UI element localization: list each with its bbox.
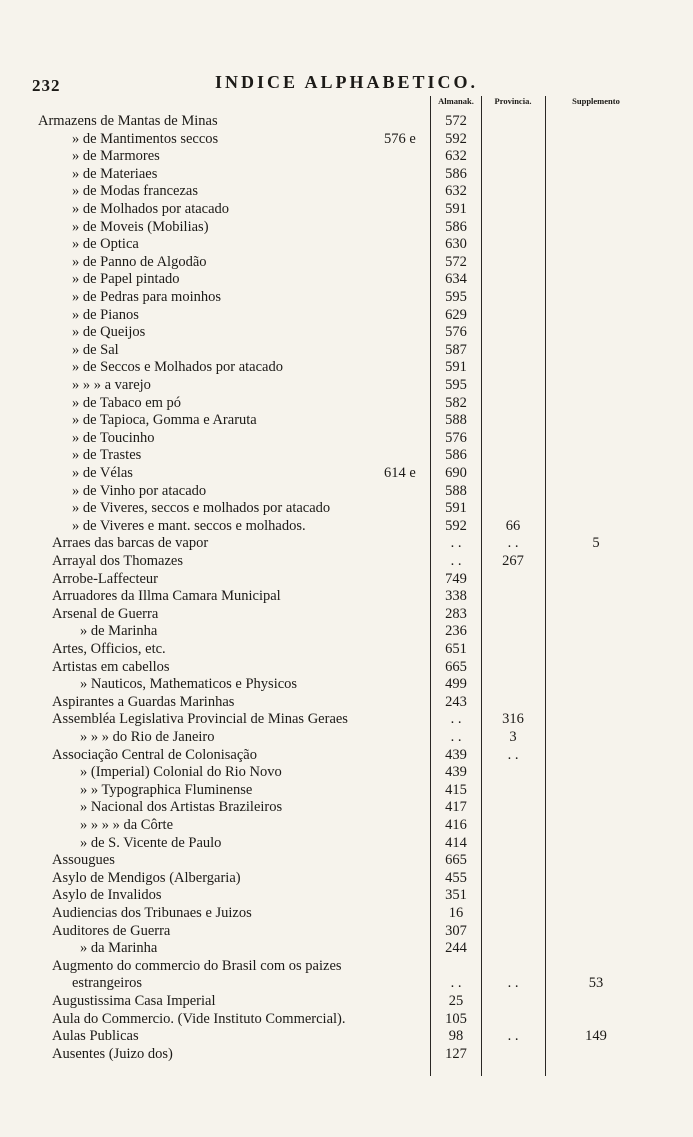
entry-label: » de Optica	[72, 236, 139, 253]
entry-almanak-page: 587	[445, 341, 467, 358]
index-row	[0, 376, 693, 394]
index-row	[0, 587, 693, 605]
index-row	[0, 130, 693, 148]
entry-almanak-page: 338	[445, 588, 467, 605]
entry-label: » de Tabaco em pó	[72, 394, 182, 411]
index-row	[0, 1010, 693, 1028]
entry-almanak-page: 749	[445, 570, 467, 587]
index-row	[0, 710, 693, 728]
index-row	[0, 552, 693, 570]
entry-label: » de Marinha	[80, 623, 158, 640]
entry-label: Aula do Commercio. (Vide Instituto Commercial).	[52, 1010, 346, 1027]
entry-almanak-page: 630	[445, 236, 467, 253]
entry-almanak-page: 415	[445, 781, 467, 798]
entry-label: Arruadores da Illma Camara Municipal	[52, 588, 281, 605]
entry-label: Arrayal dos Thomazes	[52, 553, 183, 569]
entry-label: » de Modas francezas	[72, 183, 199, 200]
entry-label: » de Materiaes	[72, 165, 158, 182]
entry-extra-page: 614 e	[384, 465, 416, 481]
index-row	[0, 499, 693, 517]
entry-almanak-page: 592	[445, 517, 467, 534]
index-row	[0, 675, 693, 693]
entry-almanak-page: 127	[445, 1045, 467, 1062]
entry-label: Aulas Publicas	[52, 1028, 139, 1045]
entry-almanak-page: 629	[445, 306, 467, 323]
entry-label: » de Moveis (Mobilias)	[72, 218, 209, 235]
entry-almanak-page: . .	[450, 535, 462, 552]
entry-label: » de Trastes	[72, 447, 142, 464]
index-row	[0, 464, 693, 482]
entry-almanak-page: 572	[445, 253, 467, 270]
entry-label: Augmento do commercio do Brasil com os paizes	[52, 957, 342, 974]
entry-label: » de Molhados por atacado	[72, 201, 230, 217]
entry-label: » de Queijos	[72, 324, 146, 341]
entry-label: Augustissima Casa Imperial	[52, 993, 216, 1009]
entry-label: Asylo de Mendigos (Albergaria)	[52, 869, 241, 886]
index-row	[0, 798, 693, 816]
entry-label: » de Panno de Algodão	[72, 253, 207, 270]
index-row	[0, 781, 693, 799]
entry-almanak-page: 588	[445, 412, 467, 429]
index-row	[0, 482, 693, 500]
entry-label: » » » a varejo	[72, 377, 151, 393]
column-header-provincia: Provincia.	[494, 96, 532, 106]
entry-label: » de Viveres e mant. seccos e molhados.	[72, 517, 306, 534]
entry-almanak-page: 634	[445, 271, 467, 288]
entry-almanak-page: 455	[445, 869, 467, 886]
entry-extra-page: 576 e	[384, 130, 416, 147]
entry-almanak-page: 632	[445, 148, 467, 165]
entry-label: Armazens de Mantas de Minas	[38, 113, 218, 129]
entry-label: » de Pedras para moinhos	[72, 289, 221, 305]
index-row	[0, 851, 693, 869]
entry-label: » de Viveres, seccos e molhados por atacado	[72, 500, 331, 517]
index-row	[0, 323, 693, 341]
entry-almanak-page: 307	[445, 922, 467, 939]
entry-supplemento-page: 5	[592, 535, 600, 552]
entry-almanak-page: 576	[445, 429, 467, 446]
entry-supplemento-page: 149	[585, 1028, 607, 1045]
index-row	[0, 182, 693, 200]
entry-label: » de Vinho por atacado	[72, 482, 207, 499]
entry-almanak-page: 632	[445, 183, 467, 200]
entry-label: Arraes das barcas de vapor	[52, 535, 209, 552]
index-row	[0, 570, 693, 588]
index-row	[0, 605, 693, 623]
entry-almanak-page: 243	[445, 693, 467, 710]
entry-provincia-page: . .	[507, 535, 519, 552]
index-row	[0, 834, 693, 852]
entry-almanak-page: 439	[445, 764, 467, 781]
entry-almanak-page: . .	[450, 729, 462, 745]
entry-label: Aspirantes a Guardas Marinhas	[52, 693, 235, 710]
entry-label: » Nacional dos Artistas Brazileiros	[80, 799, 283, 816]
index-row	[0, 622, 693, 640]
entry-almanak-page: 592	[445, 130, 467, 147]
entry-almanak-page: 499	[445, 676, 467, 693]
entry-provincia-page: 316	[502, 711, 524, 728]
entry-label: » » Typographica Fluminense	[80, 781, 253, 798]
index-row	[0, 974, 693, 992]
entry-almanak-page: 595	[445, 289, 467, 305]
index-row	[0, 728, 693, 746]
index-row	[0, 658, 693, 676]
entry-label: Associação Central de Colonisação	[52, 746, 257, 763]
index-row	[0, 358, 693, 376]
index-row	[0, 270, 693, 288]
entry-label: » de S. Vicente de Paulo	[80, 834, 222, 851]
entry-almanak-page: 236	[445, 623, 467, 640]
entry-almanak-page: 417	[445, 799, 467, 816]
index-row	[0, 306, 693, 324]
entry-label: Arsenal de Guerra	[52, 605, 159, 622]
entry-label: Auditores de Guerra	[52, 922, 171, 939]
entry-provincia-page: 66	[505, 517, 521, 534]
index-row	[0, 446, 693, 464]
entry-label: Arrobe-Laffecteur	[52, 570, 158, 587]
index-row	[0, 253, 693, 271]
entry-label: » de Vélas	[72, 465, 133, 481]
entry-almanak-page: 283	[445, 605, 467, 622]
entry-label: » de Sal	[72, 341, 119, 358]
entry-almanak-page: . .	[450, 711, 462, 728]
entry-label: » (Imperial) Colonial do Rio Novo	[80, 764, 282, 781]
entry-label: » de Toucinho	[72, 429, 155, 446]
index-row	[0, 763, 693, 781]
entry-supplemento-page: 53	[588, 975, 604, 992]
entry-label: Asylo de Invalidos	[52, 887, 162, 904]
entry-almanak-page: 439	[445, 746, 467, 763]
index-row	[0, 816, 693, 834]
entry-almanak-page: 98	[448, 1028, 464, 1045]
entry-label: » de Marmores	[72, 148, 160, 165]
index-row	[0, 1045, 693, 1063]
entry-almanak-page: 414	[445, 834, 467, 851]
index-row	[0, 288, 693, 306]
index-row	[0, 869, 693, 887]
index-row	[0, 922, 693, 940]
index-row	[0, 904, 693, 922]
entry-almanak-page: 591	[445, 500, 467, 517]
entry-almanak-page: 595	[445, 377, 467, 393]
column-header-supplemento: Supplemento	[572, 96, 620, 106]
entry-label: Artes, Officios, etc.	[52, 641, 166, 657]
entry-almanak-page: 16	[448, 905, 464, 921]
entry-provincia-page: 267	[502, 553, 524, 569]
entry-label: » » » do Rio de Janeiro	[80, 729, 215, 745]
index-row	[0, 534, 693, 552]
entry-label: » de Pianos	[72, 306, 139, 323]
index-row	[0, 886, 693, 904]
page-title: INDICE ALPHABETICO.	[214, 72, 479, 92]
entry-label: Artistas em cabellos	[52, 658, 170, 675]
index-row	[0, 394, 693, 412]
index-row	[0, 200, 693, 218]
entry-label: » » » » da Côrte	[80, 817, 174, 833]
entry-label: » de Seccos e Molhados por atacado	[72, 359, 283, 376]
index-row	[0, 429, 693, 447]
entry-almanak-page: 651	[445, 641, 467, 657]
entry-label: Ausentes (Juizo dos)	[52, 1045, 173, 1062]
entry-almanak-page: 591	[445, 359, 467, 376]
index-row	[0, 112, 693, 130]
index-row	[0, 992, 693, 1010]
column-header-almanak: Almanak.	[438, 96, 474, 106]
entry-almanak-page: . .	[450, 975, 462, 992]
entry-almanak-page: 105	[445, 1010, 467, 1027]
entry-almanak-page: 244	[445, 940, 467, 957]
entry-almanak-page: 572	[445, 113, 467, 129]
entry-almanak-page: 582	[445, 394, 467, 411]
entry-label: » de Papel pintado	[72, 271, 180, 288]
entry-almanak-page: 416	[445, 817, 467, 833]
entry-provincia-page: 3	[509, 729, 517, 745]
page-number: 232	[32, 76, 61, 95]
entry-almanak-page: 586	[445, 165, 467, 182]
index-row	[0, 957, 693, 975]
entry-label: » de Mantimentos seccos	[72, 130, 219, 147]
index-row	[0, 147, 693, 165]
entry-provincia-page: . .	[507, 1028, 519, 1045]
entry-label: » da Marinha	[80, 940, 158, 957]
entry-almanak-page: 588	[445, 482, 467, 499]
entry-almanak-page: 586	[445, 218, 467, 235]
entry-provincia-page: . .	[507, 975, 519, 992]
index-row	[0, 746, 693, 764]
index-row	[0, 640, 693, 658]
entry-almanak-page: . .	[450, 553, 462, 569]
entry-almanak-page: 591	[445, 201, 467, 217]
entry-label: » de Tapioca, Gomma e Araruta	[72, 412, 257, 429]
entry-almanak-page: 25	[448, 993, 464, 1009]
index-row	[0, 341, 693, 359]
index-row	[0, 235, 693, 253]
entry-almanak-page: 586	[445, 447, 467, 464]
entry-label: » Nauticos, Mathematicos e Physicos	[80, 676, 298, 693]
entry-almanak-page: 665	[445, 852, 467, 869]
index-row	[0, 517, 693, 535]
entry-almanak-page: 690	[445, 465, 467, 481]
entry-almanak-page: 351	[445, 887, 467, 904]
entry-label: Assembléa Legislativa Provincial de Minas Geraes	[52, 711, 348, 728]
index-row	[0, 939, 693, 957]
entry-label: Assougues	[52, 852, 115, 869]
entry-label: Audiencias dos Tribunaes e Juizos	[52, 905, 252, 921]
index-row	[0, 218, 693, 236]
index-row	[0, 165, 693, 183]
index-row	[0, 1027, 693, 1045]
entry-almanak-page: 576	[445, 324, 467, 341]
entry-label: estrangeiros	[72, 975, 143, 992]
index-row	[0, 411, 693, 429]
entry-almanak-page: 665	[445, 658, 467, 675]
entry-provincia-page: . .	[507, 746, 519, 763]
index-row	[0, 693, 693, 711]
